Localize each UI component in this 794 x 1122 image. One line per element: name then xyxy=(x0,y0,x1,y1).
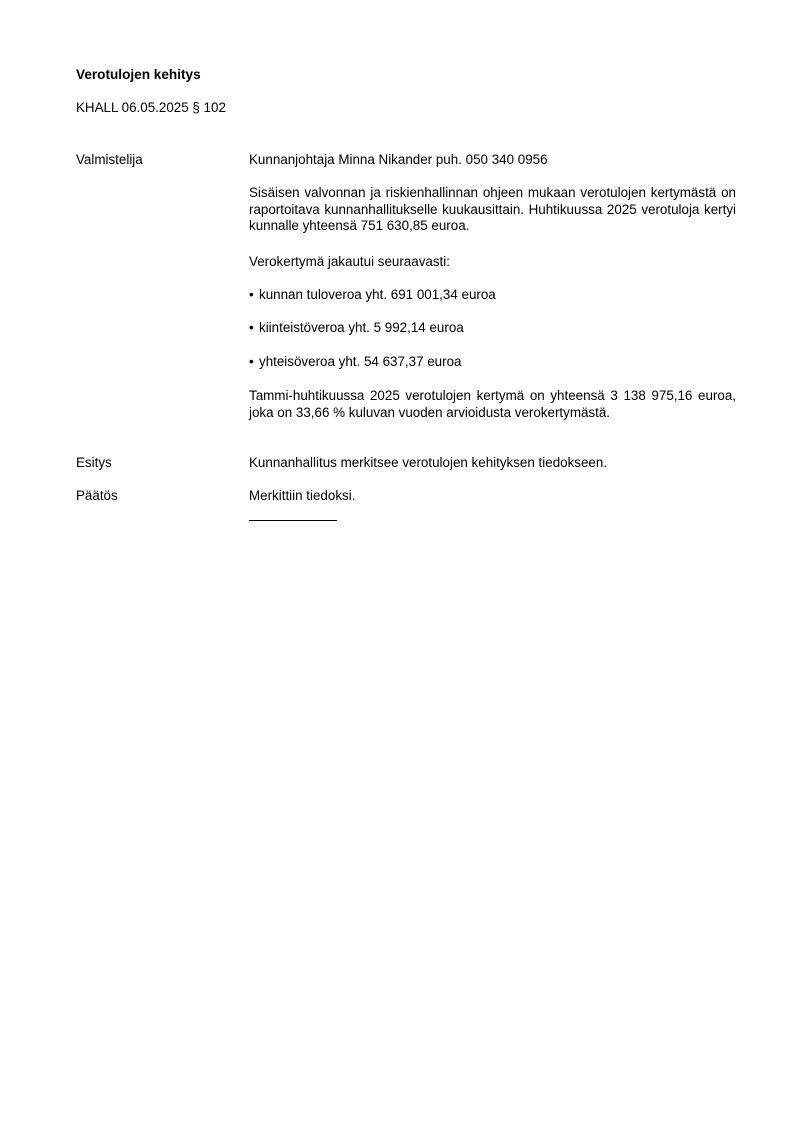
meeting-reference: KHALL 06.05.2025 § 102 xyxy=(76,100,226,115)
bullet-text: kunnan tuloveroa yht. 691 001,34 euroa xyxy=(259,287,496,302)
bullet-text: yhteisöveroa yht. 54 637,37 euroa xyxy=(259,354,462,369)
bullet-glyph: • xyxy=(249,354,254,369)
preparer-paragraph-1: Sisäisen valvonnan ja riskienhallinnan ohjeen mukaan verotulojen kertymästä on raportoitava kunnanhallitukselle kuukausittain. Huhtikuussa 2025 verotuloja kertyi kunnalle yhteensä 751 630,85 euroa. xyxy=(249,185,736,233)
document-title: Verotulojen kehitys xyxy=(76,67,201,82)
preparer-section xyxy=(249,152,736,169)
decision-label: Päätös xyxy=(76,488,118,503)
bullet-item-3 xyxy=(249,354,736,371)
bullet-glyph: • xyxy=(249,287,254,302)
proposal-label: Esitys xyxy=(76,455,112,470)
preparer-paragraph-2: Tammi-huhtikuussa 2025 verotulojen kertymä on yhteensä 3 138 975,16 euroa, joka on 33,66 % kuluvan vuoden arvioidusta verokertymästä. xyxy=(249,388,736,420)
preparer-paragraph-1-block xyxy=(249,185,736,235)
signature-line xyxy=(249,520,337,521)
bullet-glyph: • xyxy=(249,320,254,335)
decision-text: Merkittiin tiedoksi. xyxy=(249,488,356,503)
proposal-text: Kunnanhallitus merkitsee verotulojen kehityksen tiedokseen. xyxy=(249,455,608,470)
bullet-text: kiinteistöveroa yht. 5 992,14 euroa xyxy=(259,320,464,335)
preparer-name: Kunnanjohtaja Minna Nikander puh. 050 340 0956 xyxy=(249,152,548,167)
breakdown-intro: Verokertymä jakautui seuraavasti: xyxy=(249,254,450,269)
bullet-item-1 xyxy=(249,287,736,304)
preparer-paragraph-2-block xyxy=(249,388,736,421)
bullet-item-2 xyxy=(249,320,736,337)
breakdown-intro-block xyxy=(249,254,736,271)
preparer-label: Valmistelija xyxy=(76,152,143,167)
